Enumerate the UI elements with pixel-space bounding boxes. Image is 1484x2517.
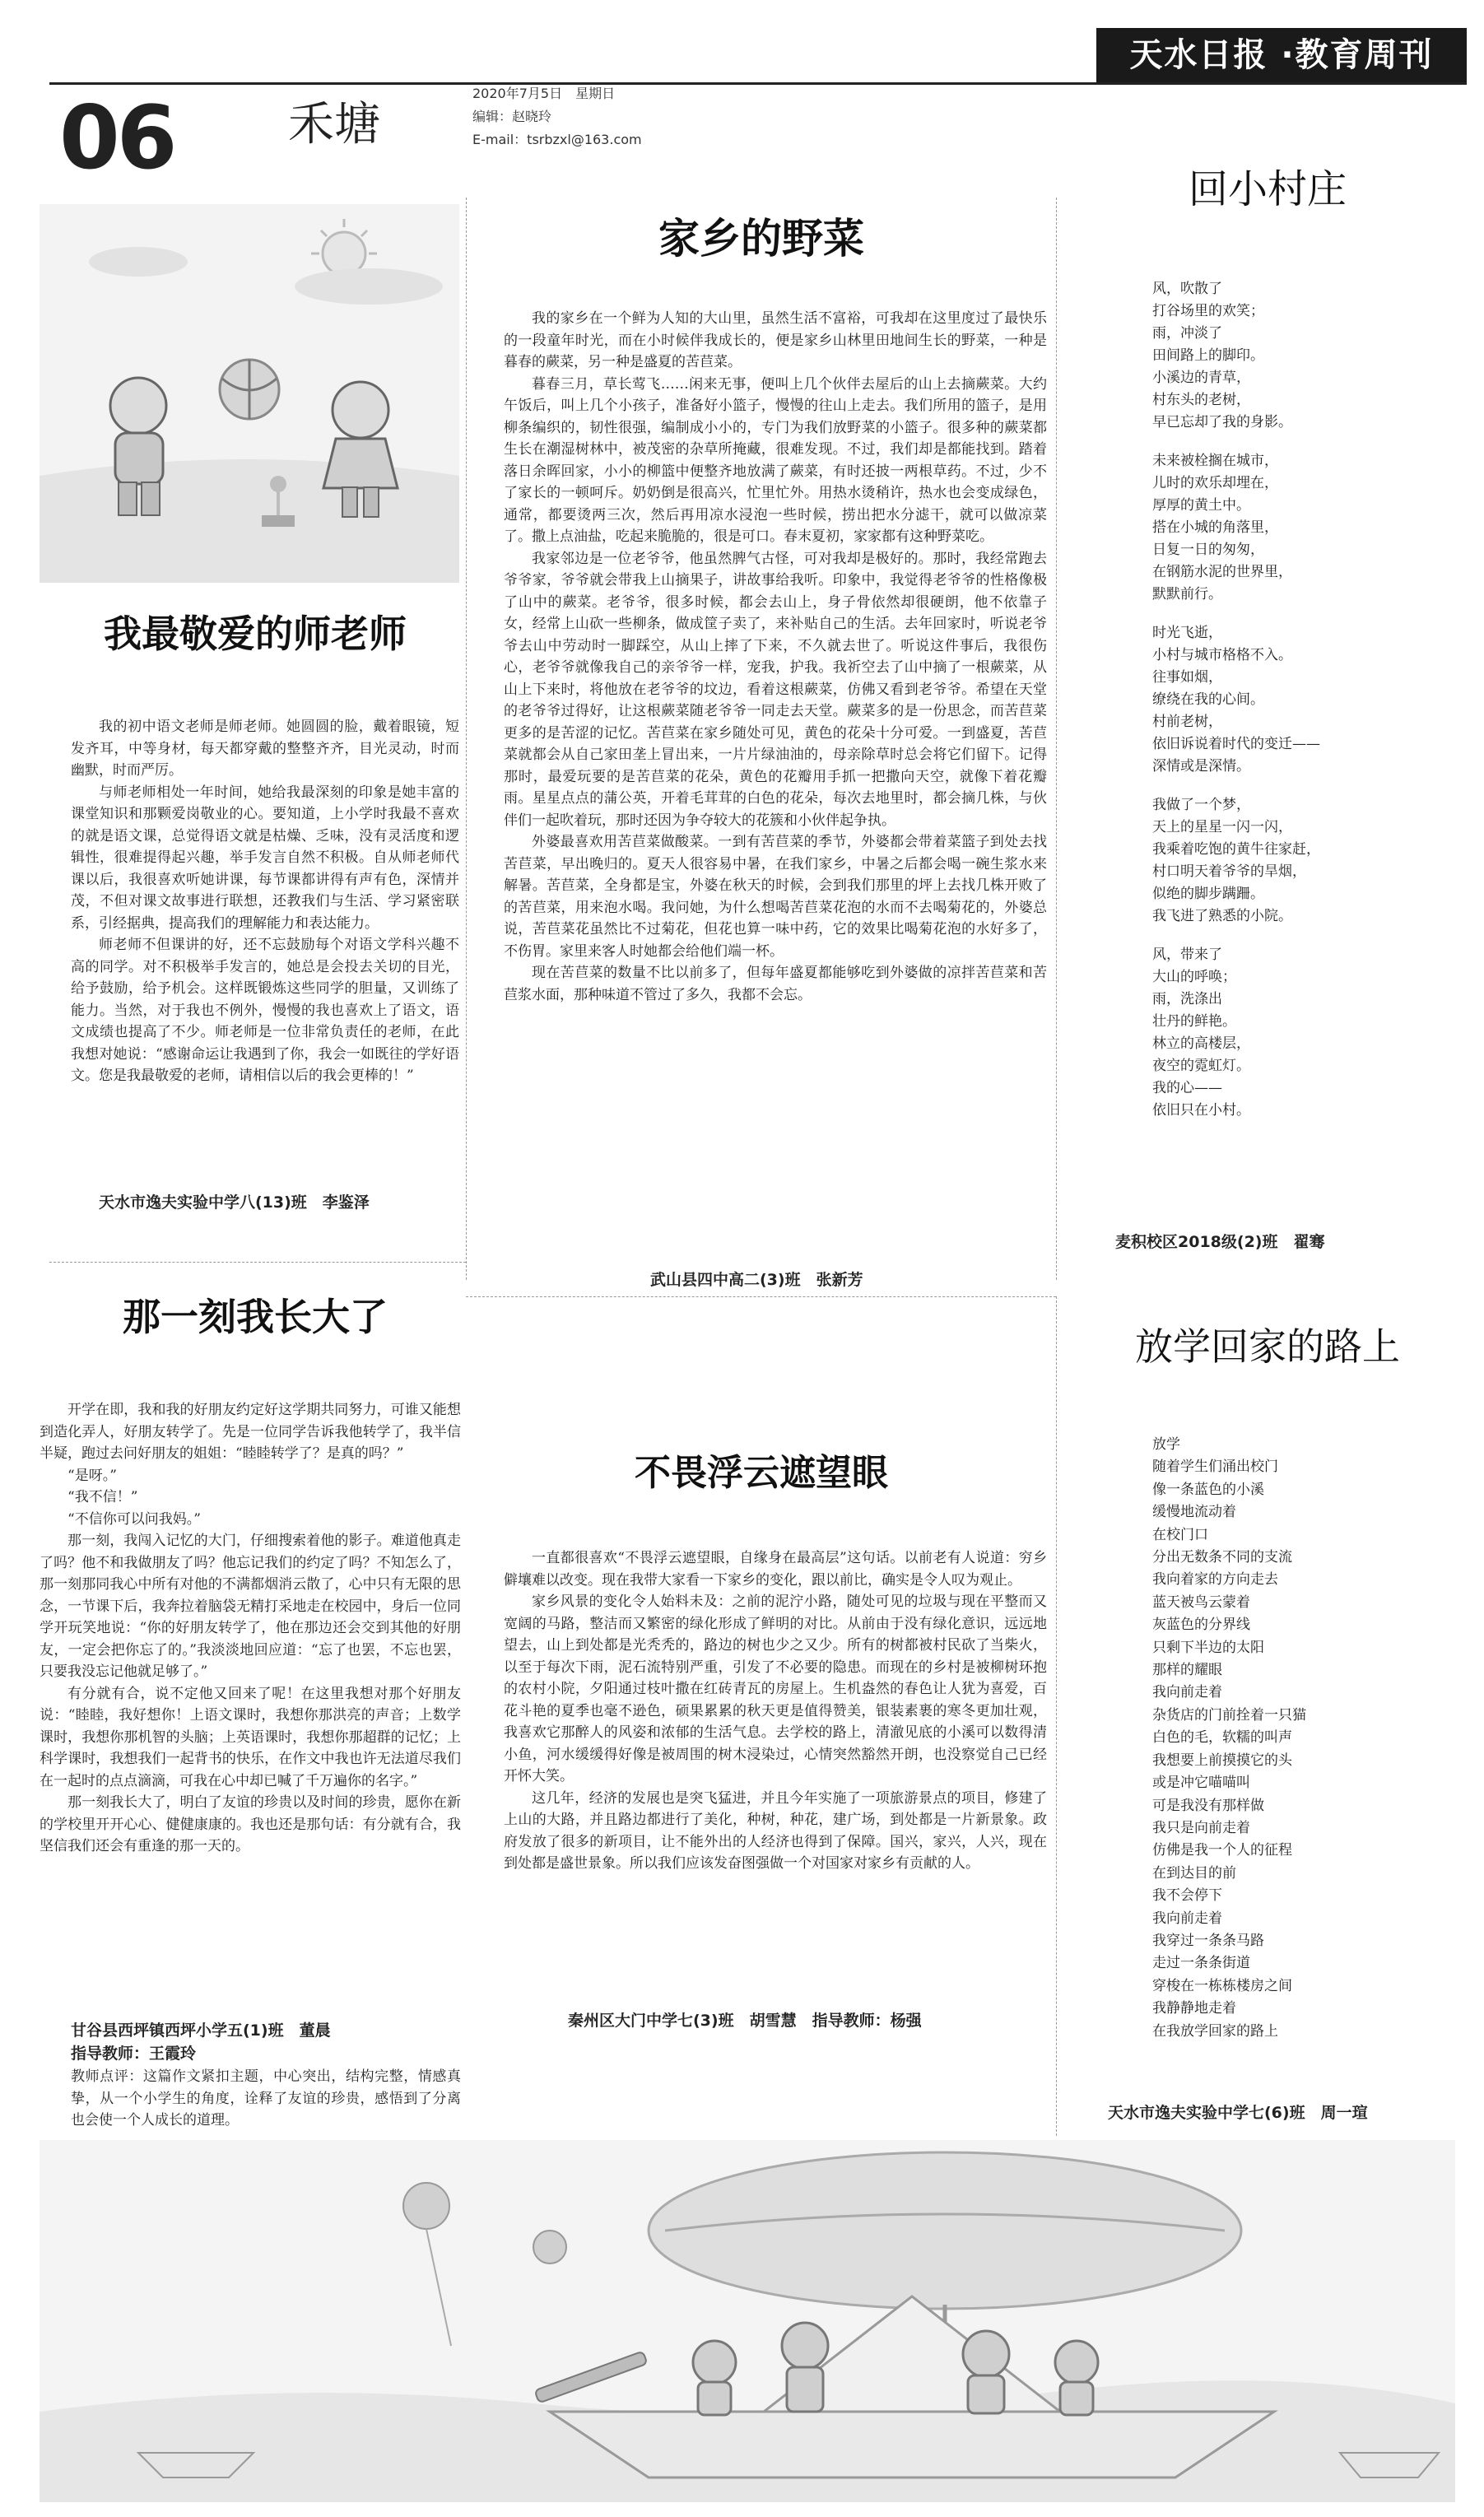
poem-line: 那样的耀眼 bbox=[1152, 1662, 1222, 1679]
section-divider bbox=[466, 1296, 1056, 1297]
poem-line: 只剩下半边的太阳 bbox=[1152, 1639, 1264, 1656]
column-divider bbox=[466, 198, 467, 1280]
poem-line: 天上的星星一闪一闪， bbox=[1152, 819, 1292, 835]
paragraph: “不信你可以问我妈。” bbox=[67, 1510, 201, 1528]
byline-wildveg: 武山县四中高二(3)班 张新芳 bbox=[650, 1271, 863, 1289]
byline-wayhome: 天水市逸夫实验中学七(6)班 周一瑄 bbox=[1108, 2104, 1368, 2122]
paragraph: 那一刻，我闯入记忆的大门，仔细搜索着他的影子。难道他真走了吗？他不和我做朋友了吗？他忘记我们的约定了吗？不知怎么了，那一刻那同我心中所有对他的不满都烟消云散了，心中只有无限的思念，一节课下后，我奔拉着脑袋无精打采地走在校园中，身后一位同学开玩笑地说：“你的好朋友转学了，他在那边还会交到其他的好朋友，一定会把你忘了的。”我淡淡地回应道：“忘了也罢，不忘也罢，只要我没忘记他就足够了。” bbox=[40, 1533, 461, 1680]
article-title-clouds: 不畏浮云遮望眼 bbox=[635, 1452, 888, 1494]
children-leaf-illustration bbox=[40, 2140, 1455, 2502]
poem-line: 搭在小城的角落里， bbox=[1152, 519, 1278, 536]
poem-line: 雨，洗涤出 bbox=[1152, 991, 1222, 1007]
poem-line: 儿时的欢乐却埋在， bbox=[1152, 475, 1278, 491]
poem-line: 穿梭在一栋栋楼房之间 bbox=[1152, 1977, 1292, 1994]
poem-line: 我向前走着 bbox=[1152, 1684, 1222, 1701]
poem-line: 村口明天着爷爷的旱烟， bbox=[1152, 863, 1306, 880]
poem-line: 在我放学回家的路上 bbox=[1152, 2022, 1278, 2040]
byline-growup: 甘谷县西坪镇西坪小学五(1)班 董晨 bbox=[71, 2022, 331, 2040]
paragraph: 这几年，经济的发展也是突飞猛进，并且今年实施了一项旅游景点的项目，修建了上山的大路，并且路边都进行了美化，种树，种花，建广场，到处都是一片新景象。政府发放了很多的新项目，让不能外出的人经济也得到了保障。国兴，家兴，人兴，现在到处都是盛世景象。所以我们应该发奋图强做一个对国家对家乡有贡献的人。 bbox=[504, 1789, 1047, 1872]
article-body-teacher bbox=[71, 716, 459, 1177]
poem-line: 似绝的脚步蹒跚。 bbox=[1152, 886, 1264, 902]
poem-body-wayhome bbox=[1152, 1434, 1457, 2076]
poem-line: 随着学生们涌出校门 bbox=[1152, 1459, 1278, 1476]
poem-title-village: 回小村庄 bbox=[1188, 166, 1347, 212]
paragraph: 与师老师相处一年时间，她给我最深刻的印象是她丰富的课堂知识和那颗爱岗敬业的心。要知道，上小学时我最不喜欢的就是语文课，总觉得语文就是枯燥、乏味，没有灵活度和逻辑性，很难提得起兴趣，举手发言自然不积极。自从师老师代课以后，我很喜欢听她讲课，每节课都讲得有声有色，深情并茂，不但对课文故事进行联想，还教我们与生活、学习紧密联系，引经据典，提高我们的理解能力和表达能力。 bbox=[71, 784, 459, 932]
header-rule bbox=[49, 82, 1467, 85]
byline-village: 麦积校区2018级(2)班 翟骞 bbox=[1115, 1233, 1325, 1251]
paragraph: 开学在即，我和我的好朋友约定好这学期共同努力，可谁又能想到造化弄人，好朋友转学了。先是一位同学告诉我他转学了，我半信半疑，跑过去问好朋友的姐姐：“睦睦转学了？是真的吗？” bbox=[40, 1402, 461, 1462]
poem-line: 灰蓝色的分界线 bbox=[1152, 1617, 1250, 1634]
poem-line: 仿佛是我一个人的征程 bbox=[1152, 1842, 1292, 1859]
poem-line: 大山的呼唤； bbox=[1152, 969, 1236, 985]
poem-line: 分出无数条不同的支流 bbox=[1152, 1549, 1292, 1566]
poem-line: 我向前走着 bbox=[1152, 1910, 1222, 1927]
poem-line: 白色的毛，软糯的叫声 bbox=[1152, 1729, 1292, 1747]
paragraph: 师老师不但课讲的好，还不忘鼓励每个对语文学科兴趣不高的同学。对不积极举手发言的，她总是会投去关切的目光，给予鼓励，给予机会。这样既锻炼这些同学的胆量，又训练了能力。当然，对于我也不例外，慢慢的我也喜欢上了语文，语文成绩也提高了不少。师老师是一位非常负责任的老师，在此我想对她说：“感谢命运让我遇到了你，我会一如既往的学好语文。您是我最敬爱的老师，请相信以后的我会更棒的！” bbox=[71, 937, 459, 1084]
paragraph: 我家邻边是一位老爷爷，他虽然脾气古怪，可对我却是极好的。那时，我经常跑去爷爷家，爷爷就会带我上山摘果子，讲故事给我听。印象中，我觉得老爷爷的性格像极了山中的蕨菜。老爷爷，很多时候，都会去山上，身子骨依然却很硬朗，他不依靠子女，经常上山砍一些柳条，做成筐子卖了，来补贴自己的生活。去年回家时，听说老爷爷去山中劳动时一脚踩空，从山上摔了下来，不久就去世了。听说这件事后，我很伤心，老爷爷就像我自己的亲爷爷一样，宠我，护我。我祈空去了山中摘了一根蕨菜，从山上下来时，将他放在老爷爷的坟边，看着这根蕨菜，仿佛又看到老爷爷。希望在天堂的老爷爷过得好，让这根蕨菜随老爷爷一同走去天堂。蕨菜多的是一份思念，而苦苣菜更多的是苦涩的记忆。苦苣菜在家乡随处可见，黄色的花朵十分可爱。一到盛夏，苦苣菜就都会从自己家田垄上冒出来，一片片绿油油的，母亲除草时总会将它们留下。记得那时，最爱玩要的是苦苣菜的花朵，黄色的花瓣用手抓一把撒向天空，就像下着花瓣雨。星星点点的蒲公英，开着毛茸茸的白色的花朵，每次去地里时，都会摘几株，与伙伴们一起吹着玩，那时还因为争夺较大的花簇和小伙伴起争执。 bbox=[504, 550, 1047, 829]
poem-line: 默默前行。 bbox=[1152, 586, 1222, 602]
paragraph: 家乡风景的变化令人始料未及：之前的泥泞小路，随处可见的垃圾与现在平整而又宽阔的马路，整洁而又繁密的绿化形成了鲜明的对比。从前由于没有绿化意识，远远地望去，山上到处都是光秃秃的，路边的树也少之又少。所有的树都被村民砍了当柴火，以至于每次下雨，泥石流特别严重，引发了不必要的隐患。而现在的乡村是被柳树环抱的农村小院，夕阳通过枝叶撒在红砖青瓦的房屋上。生机盎然的春色让人犹为喜爱，百花斗艳的夏季也毫不逊色，硕果累累的秋天更是值得赞美，银装素裹的寒冬更加壮观，我喜欢它那醉人的风姿和浓郁的生活气息。去学校的路上，清澈见底的小溪可以数得清小鱼，河水缓缓得好像是被周围的树木浸染过，心情突然豁然开朗，也没察觉自己已经开怀大笑。 bbox=[504, 1593, 1047, 1784]
poem-line: 深情或是深情。 bbox=[1152, 758, 1250, 775]
poem-body-village bbox=[1152, 278, 1457, 1233]
poem-line: 我飞进了熟悉的小院。 bbox=[1152, 908, 1292, 924]
poem-line: 像一条蓝色的小溪 bbox=[1152, 1481, 1264, 1498]
column-divider bbox=[1056, 198, 1057, 1280]
article-body-wildveg bbox=[504, 308, 1047, 1263]
poem-line: 杂货店的门前拴着一只猫 bbox=[1152, 1706, 1306, 1724]
masthead-banner: 天水日报 ·教育周刊 bbox=[1096, 28, 1467, 82]
contact-email: E-mail：tsrbzxl@163.com bbox=[472, 132, 642, 147]
poem-stanza bbox=[1152, 278, 1457, 434]
poem-line: 我的心—— bbox=[1152, 1080, 1222, 1096]
poem-line: 我穿过一条条马路 bbox=[1152, 1932, 1264, 1949]
paragraph: 外婆最喜欢用苦苣菜做酸菜。一到有苦苣菜的季节，外婆都会带着菜篮子到处去找苦苣菜，早出晚归的。夏天人很容易中暑，在我们家乡，中暑之后都会喝一碗生浆水来解暑。苦苣菜，全身都是宝，外婆在秋天的时候，会到我们那里的坪上去找几株开败了的苦苣菜，用来泡水喝。我问她，为什么想喝苦苣菜花泡的水而不去喝菊花的，外婆总说，苦苣菜花虽然比不过菊花，但花也算一味中药，它的效果比喝菊花泡的水好多了，不伤胃。家里来客人时她都会给他们端一杯。 bbox=[504, 834, 1047, 960]
poem-line: 缭绕在我的心间。 bbox=[1152, 691, 1264, 708]
poem-line: 放学 bbox=[1152, 1436, 1180, 1453]
poem-line: 早已忘却了我的身影。 bbox=[1152, 414, 1292, 430]
issue-date: 2020年7月5日 星期日 bbox=[472, 86, 616, 101]
poem-line: 田间路上的脚印。 bbox=[1152, 347, 1264, 364]
poem-stanza bbox=[1152, 794, 1457, 928]
poem-line: 我不会停下 bbox=[1152, 1887, 1222, 1905]
comment-text: 教师点评：这篇作文紧扣主题，中心突出，结构完整，情感真挚，从一个小学生的角度，诠释了友谊的珍贵，感悟到了分离也会使一个人成长的道理。 bbox=[71, 2068, 461, 2129]
poem-line: 走过一条条街道 bbox=[1152, 1955, 1250, 1972]
poem-line: 雨，冲淡了 bbox=[1152, 325, 1222, 342]
page-meta bbox=[472, 82, 642, 151]
ball-icon bbox=[220, 360, 279, 419]
article-title-growup: 那一刻我长大了 bbox=[123, 1295, 388, 1339]
paragraph: 我的初中语文老师是师老师。她圆圆的脸，戴着眼镜，短发齐耳，中等身材，每天都穿戴的整整齐齐，目光灵动，时而幽默，时而严厉。 bbox=[71, 719, 459, 779]
paragraph: 现在苦苣菜的数量不比以前多了，但每年盛夏都能够吃到外婆做的凉拌苦苣菜和苦苣浆水面，那种味道不管过了多久，我都不会忘。 bbox=[504, 965, 1047, 1003]
page-number: 06 bbox=[59, 87, 174, 188]
byline-teacher: 天水市逸夫实验中学八(13)班 李鉴泽 bbox=[99, 1193, 370, 1212]
poem-line: 打谷场里的欢笑； bbox=[1152, 303, 1264, 319]
poem-line: 风，带来了 bbox=[1152, 947, 1222, 963]
poem-line: 我向着家的方向走去 bbox=[1152, 1571, 1278, 1589]
poem-line: 时光飞逝， bbox=[1152, 625, 1222, 641]
poem-line: 缓慢地流动着 bbox=[1152, 1504, 1236, 1521]
paragraph: “是呀。” bbox=[67, 1467, 117, 1484]
poem-line: 我想要上前摸摸它的头 bbox=[1152, 1752, 1292, 1769]
poem-line: 村东头的老树， bbox=[1152, 392, 1250, 408]
poem-line: 我乘着吃饱的黄牛往家赶， bbox=[1152, 841, 1320, 858]
poem-line: 依旧只在小村。 bbox=[1152, 1102, 1250, 1119]
poem-line: 小溪边的青草， bbox=[1152, 370, 1250, 386]
poem-title-wayhome: 放学回家的路上 bbox=[1135, 1324, 1400, 1369]
poem-line: 风，吹散了 bbox=[1152, 281, 1222, 297]
poem-line: 林立的高楼层， bbox=[1152, 1035, 1250, 1052]
poem-line: 夜空的霓虹灯。 bbox=[1152, 1058, 1250, 1074]
article-body-clouds bbox=[504, 1547, 1047, 2008]
poem-line: 蓝天被鸟云蒙着 bbox=[1152, 1593, 1250, 1611]
poem-line: 在到达目的前 bbox=[1152, 1864, 1236, 1882]
poem-line: 壮丹的鲜艳。 bbox=[1152, 1013, 1236, 1030]
poem-line: 我做了一个梦， bbox=[1152, 797, 1250, 813]
column-divider bbox=[1056, 1296, 1057, 2136]
poem-line: 在钢筋水泥的世界里， bbox=[1152, 564, 1292, 580]
poem-line: 未来被栓搁在城市， bbox=[1152, 453, 1278, 469]
advisor-growup: 指导教师：王霞玲 bbox=[71, 2045, 197, 2063]
section-divider bbox=[49, 1262, 466, 1263]
poem-line: 依旧诉说着时代的变迁—— bbox=[1152, 736, 1320, 752]
paragraph: 一直都很喜欢“不畏浮云遮望眼，自缘身在最高层”这句话。以前老有人说道：穷乡僻壤难以改变。现在我带大家看一下家乡的变化，跟以前比，确实是令人叹为观止。 bbox=[504, 1550, 1047, 1589]
teacher-comment bbox=[71, 2066, 461, 2132]
poem-line: 小村与城市格格不入。 bbox=[1152, 647, 1292, 663]
poem-line: 厚厚的黄土中。 bbox=[1152, 497, 1250, 514]
section-name: 禾塘 bbox=[288, 98, 380, 151]
poem-line: 在校门口 bbox=[1152, 1526, 1208, 1543]
editor-name: 编辑：赵晓玲 bbox=[472, 109, 552, 124]
poem-stanza bbox=[1152, 450, 1457, 606]
poem-line: 村前老树， bbox=[1152, 714, 1222, 730]
paragraph: 暮春三月，草长莺飞……闲来无事，便叫上几个伙伴去屋后的山上去摘蕨菜。大约午饭后，叫上几个小孩子，准备好小篮子，慢慢的往山上走去。我们所用的篮子，是用柳条编织的，韧性很强，编制成小小的，专门为我们放野菜的小篮子。很多种的蕨菜都生长在潮湿树林中，被茂密的杂草所掩藏，很难发现。不过，我们却是都能找到。踏着落日余晖回家，小小的柳篮中便整齐地放满了蕨菜，有时还披一两根草药。不过，少不了家长的一顿呵斥。奶奶倒是很高兴，忙里忙外。用热水烫稍许，热水也会变成绿色，通常，都要烫两三次，然后再用凉水浸泡一些时候，捞出把水分滤干，就可以做凉菜了。撒上点油盐，吃起来脆脆的，很是可口。春末夏初，家家都有这种野菜吃。 bbox=[504, 375, 1047, 545]
poem-stanza bbox=[1152, 622, 1457, 778]
poem-line: 日复一日的匆匆， bbox=[1152, 542, 1264, 558]
poem-line: 我静静地走着 bbox=[1152, 2000, 1236, 2017]
poem-line: 或是冲它喵喵叫 bbox=[1152, 1775, 1250, 1792]
children-ball-illustration bbox=[40, 204, 459, 583]
poem-stanza bbox=[1152, 944, 1457, 1122]
article-body-growup bbox=[40, 1399, 461, 1985]
paragraph: 有分就有合，说不定他又回来了呢！在这里我想对那个好朋友说：“睦睦，我好想你！上语文课时，我想你那洪亮的声音；上数学课时，我想你那机智的头脑；上英语课时，我想你那超群的记忆；上科学课时，我想我们一起背书的快乐，在作文中我也许无法道尽我们在一起时的点点滴滴，可我在心中却已喊了千万遍你的名字。” bbox=[40, 1685, 461, 1789]
byline-clouds: 秦州区大门中学七(3)班 胡雪慧 指导教师：杨强 bbox=[568, 2012, 922, 2030]
paragraph: 那一刻我长大了，明白了友谊的珍贵以及时间的珍贵，愿你在新的学校里开开心心、健健康康的。我也还是那句话：有分就有合，我坚信我们还会有重逢的那一天的。 bbox=[40, 1794, 461, 1854]
paragraph: “我不信！” bbox=[67, 1489, 138, 1505]
paragraph: 我的家乡在一个鲜为人知的大山里，虽然生活不富裕，可我却在这里度过了最快乐的一段童年时光，而在小时候伴我成长的，便是家乡山林里田地间生长的野菜，一种是暮春的蕨菜，另一种是盛夏的苦苣菜。 bbox=[504, 310, 1047, 370]
poem-line: 往事如烟， bbox=[1152, 669, 1222, 686]
article-title-wildveg: 家乡的野菜 bbox=[658, 215, 864, 263]
poem-line: 我只是向前走着 bbox=[1152, 1819, 1250, 1836]
article-title-teacher: 我最敬爱的师老师 bbox=[104, 612, 407, 656]
poem-line: 可是我没有那样做 bbox=[1152, 1797, 1264, 1814]
